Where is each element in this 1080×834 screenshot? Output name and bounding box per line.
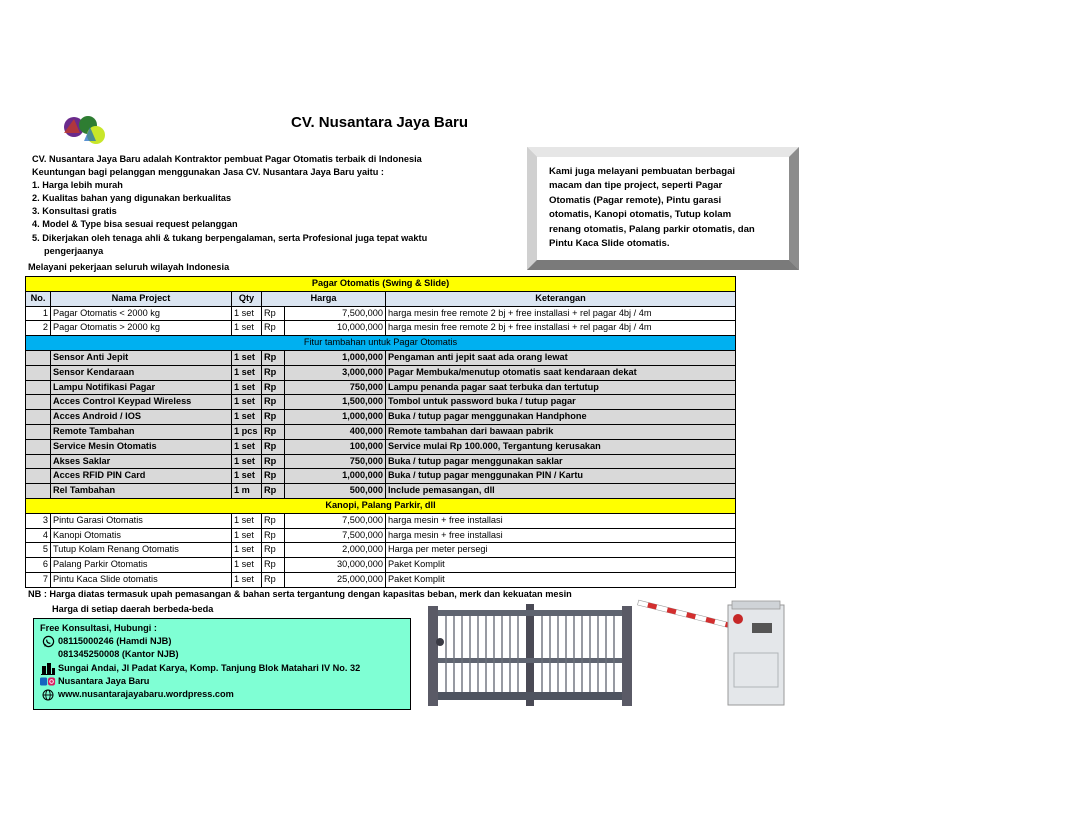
cell-qty: 1 pcs	[232, 424, 262, 439]
globe-icon	[40, 689, 56, 701]
cell-qty: 1 set	[232, 543, 262, 558]
cell-price: 1,000,000	[285, 350, 386, 365]
cell-currency: Rp	[262, 543, 285, 558]
cell-no	[26, 380, 51, 395]
callout-line: Kami juga melayani pembuatan berbagai	[549, 166, 736, 177]
cell-name: Acces Control Keypad Wireless	[51, 395, 232, 410]
cell-qty: 1 set	[232, 572, 262, 587]
cell-no	[26, 454, 51, 469]
cell-name: Lampu Notifikasi Pagar	[51, 380, 232, 395]
cell-price: 2,000,000	[285, 543, 386, 558]
table-row	[26, 321, 736, 336]
col-header-no: No.	[26, 291, 51, 306]
cell-qty: 1 m	[232, 484, 262, 499]
cell-keterangan: Paket Komplit	[386, 558, 736, 573]
benefit-item: 3. Konsultasi gratis	[32, 206, 117, 217]
cell-no: 3	[26, 513, 51, 528]
cell-price: 30,000,000	[285, 558, 386, 573]
cell-qty: 1 set	[232, 513, 262, 528]
cell-keterangan: Buka / tutup pagar menggunakan saklar	[386, 454, 736, 469]
address: Sungai Andai, Jl Padat Karya, Komp. Tanjung Blok Matahari IV No. 32	[58, 662, 361, 673]
cell-name: Pagar Otomatis < 2000 kg	[51, 306, 232, 321]
section-header	[26, 498, 736, 513]
sliding-gate-image	[426, 600, 646, 708]
company-logo	[60, 113, 110, 147]
cell-currency: Rp	[262, 306, 285, 321]
cell-price: 750,000	[285, 454, 386, 469]
cell-currency: Rp	[262, 572, 285, 587]
cell-currency: Rp	[262, 439, 285, 454]
cell-price: 100,000	[285, 439, 386, 454]
cell-keterangan: Tombol untuk password buka / tutup pagar	[386, 395, 736, 410]
callout-line: otomatis, Kanopi otomatis, Tutup kolam	[549, 209, 732, 221]
cell-price: 750,000	[285, 380, 386, 395]
table-row	[26, 454, 736, 469]
cell-qty: 1 set	[232, 380, 262, 395]
intro-text	[32, 153, 427, 258]
cell-qty: 1 set	[232, 410, 262, 425]
table-row	[26, 350, 736, 365]
cell-currency: Rp	[262, 424, 285, 439]
callout-text	[549, 165, 784, 251]
cell-price: 7,500,000	[285, 528, 386, 543]
cell-no	[26, 395, 51, 410]
table-row	[26, 513, 736, 528]
cell-no	[26, 350, 51, 365]
table-row	[26, 395, 736, 410]
building-icon	[40, 662, 56, 675]
note-line: NB : Harga diatas termasuk upah pemasangan & bahan serta tergantung dengan kapasitas beban, merk dan kekuatan mesin	[28, 589, 572, 599]
cell-keterangan: Service mulai Rp 100.000, Tergantung kerusakan	[386, 439, 736, 454]
cell-qty: 1 set	[232, 350, 262, 365]
table-row	[26, 410, 736, 425]
cell-no	[26, 365, 51, 380]
cell-currency: Rp	[262, 454, 285, 469]
benefit-item: 4. Model & Type bisa sesuai request pelanggan	[32, 219, 238, 230]
cell-price: 1,000,000	[285, 410, 386, 425]
cell-name: Sensor Kendaraan	[51, 365, 232, 380]
cell-qty: 1 set	[232, 439, 262, 454]
intro-line: CV. Nusantara Jaya Baru adalah Kontraktor pembuat Pagar Otomatis terbaik di Indonesia	[32, 154, 422, 164]
table-row	[26, 543, 736, 558]
table-header-row	[26, 291, 736, 306]
cell-name: Akses Saklar	[51, 454, 232, 469]
cell-qty: 1 set	[232, 558, 262, 573]
cell-currency: Rp	[262, 365, 285, 380]
cell-name: Service Mesin Otomatis	[51, 439, 232, 454]
cell-name: Sensor Anti Jepit	[51, 350, 232, 365]
cell-name: Rel Tambahan	[51, 484, 232, 499]
social-name[interactable]: Nusantara Jaya Baru	[58, 675, 150, 686]
table-row	[26, 558, 736, 573]
contact-info	[40, 622, 360, 701]
cell-no	[26, 410, 51, 425]
cell-keterangan: Pengaman anti jepit saat ada orang lewat	[386, 350, 736, 365]
cell-price: 500,000	[285, 484, 386, 499]
section-header	[26, 336, 736, 351]
cell-qty: 1 set	[232, 365, 262, 380]
whatsapp-icon	[40, 635, 56, 648]
cell-keterangan: Lampu penanda pagar saat terbuka dan tertutup	[386, 380, 736, 395]
phone-number[interactable]: 081345250008 (Kantor NJB)	[58, 649, 179, 660]
cell-keterangan: Pagar Membuka/menutup otomatis saat kendaraan dekat	[386, 365, 736, 380]
service-area-text: Melayani pekerjaan seluruh wilayah Indonesia	[28, 262, 230, 272]
cell-keterangan: Paket Komplit	[386, 572, 736, 587]
cell-no: 2	[26, 321, 51, 336]
cell-currency: Rp	[262, 395, 285, 410]
cell-currency: Rp	[262, 484, 285, 499]
cell-price: 1,000,000	[285, 469, 386, 484]
cell-no	[26, 484, 51, 499]
table-row	[26, 439, 736, 454]
cell-name: Acces RFID PIN Card	[51, 469, 232, 484]
benefit-item: 5. Dikerjakan oleh tenaga ahli & tukang berpengalaman, serta Profesional juga tepat waktu	[32, 232, 428, 243]
table-row	[26, 424, 736, 439]
cell-no	[26, 424, 51, 439]
table-row	[26, 306, 736, 321]
website-link[interactable]: www.nusantarajayabaru.wordpress.com	[58, 689, 234, 700]
cell-name: Pagar Otomatis > 2000 kg	[51, 321, 232, 336]
cell-price: 1,500,000	[285, 395, 386, 410]
section-title: Fitur tambahan untuk Pagar Otomatis	[26, 336, 736, 351]
cell-keterangan: harga mesin free remote 2 bj + free installasi + rel pagar 4bj / 4m	[386, 306, 736, 321]
cell-keterangan: harga mesin + free installasi	[386, 528, 736, 543]
cell-price: 3,000,000	[285, 365, 386, 380]
cell-name: Pintu Kaca Slide otomatis	[51, 572, 232, 587]
section-title: Pagar Otomatis (Swing & Slide)	[26, 277, 736, 292]
cell-keterangan: harga mesin + free installasi	[386, 513, 736, 528]
col-header-ket: Keterangan	[386, 291, 736, 306]
cell-no: 5	[26, 543, 51, 558]
section-header	[26, 277, 736, 292]
table-row	[26, 528, 736, 543]
cell-qty: 1 set	[232, 469, 262, 484]
cell-qty: 1 set	[232, 306, 262, 321]
cell-currency: Rp	[262, 558, 285, 573]
cell-currency: Rp	[262, 380, 285, 395]
note-line: Harga di setiap daerah berbeda-beda	[52, 603, 214, 614]
cell-no	[26, 469, 51, 484]
benefit-item: 1. Harga lebih murah	[32, 180, 123, 191]
contact-heading: Free Konsultasi, Hubungi :	[40, 623, 157, 633]
cell-keterangan: Buka / tutup pagar menggunakan PIN / Kartu	[386, 469, 736, 484]
table-row	[26, 365, 736, 380]
table-row	[26, 469, 736, 484]
cell-currency: Rp	[262, 350, 285, 365]
callout-line: macam dan tipe project, seperti Pagar	[549, 180, 723, 192]
cell-keterangan: Remote tambahan dari bawaan pabrik	[386, 424, 736, 439]
cell-name: Pintu Garasi Otomatis	[51, 513, 232, 528]
cell-name: Remote Tambahan	[51, 424, 232, 439]
cell-name: Palang Parkir Otomatis	[51, 558, 232, 573]
cell-currency: Rp	[262, 469, 285, 484]
cell-qty: 1 set	[232, 454, 262, 469]
cell-keterangan: harga mesin free remote 2 bj + free installasi + rel pagar 4bj / 4m	[386, 321, 736, 336]
cell-currency: Rp	[262, 321, 285, 336]
cell-keterangan: Harga per meter persegi	[386, 543, 736, 558]
table-row	[26, 380, 736, 395]
callout-line: Otomatis (Pagar remote), Pintu garasi	[549, 194, 722, 206]
cell-keterangan: Include pemasangan, dll	[386, 484, 736, 499]
cell-qty: 1 set	[232, 321, 262, 336]
cell-currency: Rp	[262, 513, 285, 528]
col-header-qty: Qty	[232, 291, 262, 306]
cell-currency: Rp	[262, 528, 285, 543]
cell-currency: Rp	[262, 410, 285, 425]
phone-number[interactable]: 08115000246 (Hamdi NJB)	[58, 636, 172, 647]
cell-qty: 1 set	[232, 528, 262, 543]
benefit-item: 2. Kualitas bahan yang digunakan berkualitas	[32, 193, 232, 204]
table-row	[26, 484, 736, 499]
cell-qty: 1 set	[232, 395, 262, 410]
social-icons	[40, 676, 56, 687]
cell-no: 4	[26, 528, 51, 543]
cell-name: Acces Android / IOS	[51, 410, 232, 425]
callout-line: Pintu Kaca Slide otomatis.	[549, 238, 670, 250]
cell-no	[26, 439, 51, 454]
price-table	[25, 276, 736, 588]
cell-price: 10,000,000	[285, 321, 386, 336]
col-header-harga: Harga	[262, 291, 386, 306]
cell-keterangan: Buka / tutup pagar menggunakan Handphone	[386, 410, 736, 425]
col-header-name: Nama Project	[51, 291, 232, 306]
cell-name: Kanopi Otomatis	[51, 528, 232, 543]
callout-line: renang otomatis, Palang parkir otomatis, dan	[549, 223, 755, 235]
cell-price: 7,500,000	[285, 306, 386, 321]
parking-barrier-image	[634, 595, 790, 710]
cell-price: 7,500,000	[285, 513, 386, 528]
cell-no: 6	[26, 558, 51, 573]
company-title: CV. Nusantara Jaya Baru	[291, 114, 469, 131]
cell-name: Tutup Kolam Renang Otomatis	[51, 543, 232, 558]
section-title: Kanopi, Palang Parkir, dll	[26, 498, 736, 513]
cell-price: 25,000,000	[285, 572, 386, 587]
cell-no: 7	[26, 572, 51, 587]
benefit-item-cont: pengerjaanya	[44, 245, 104, 256]
intro-line: Keuntungan bagi pelanggan menggunakan Jasa CV. Nusantara Jaya Baru yaitu :	[32, 167, 384, 178]
cell-no: 1	[26, 306, 51, 321]
table-row	[26, 572, 736, 587]
cell-price: 400,000	[285, 424, 386, 439]
